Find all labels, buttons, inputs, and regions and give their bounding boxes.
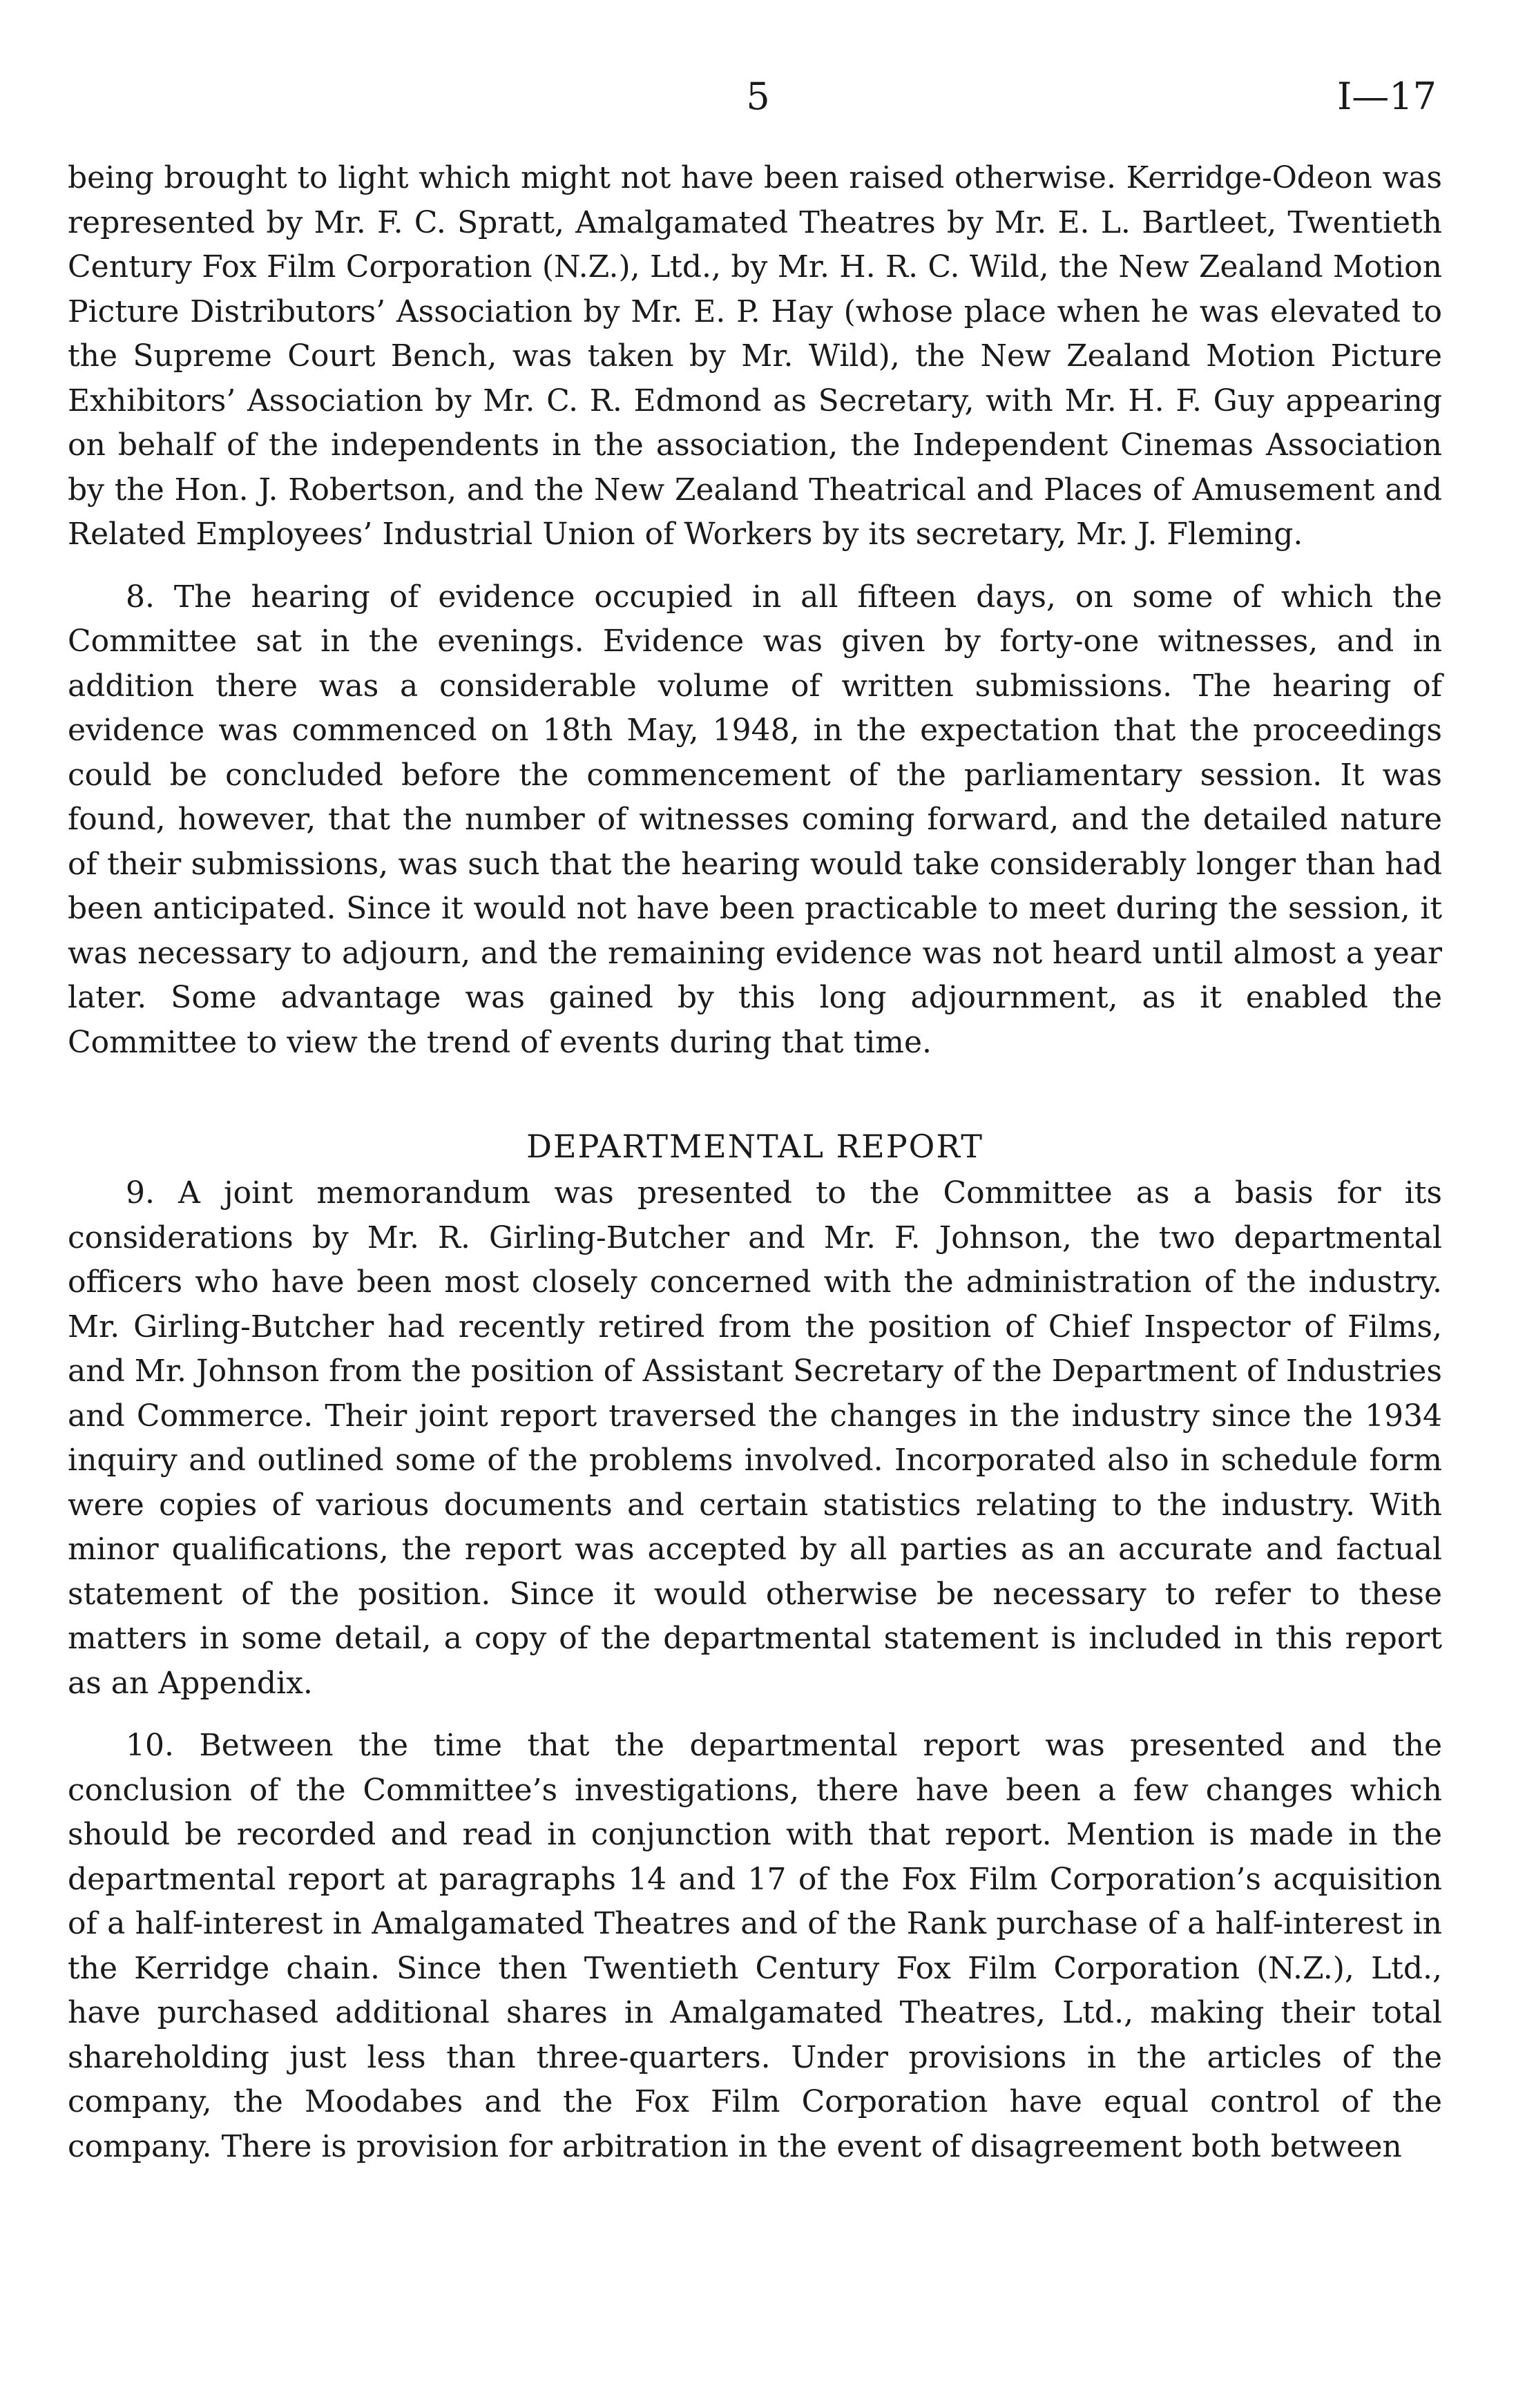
- page-number: 5: [746, 75, 771, 118]
- document-reference: I—17: [1336, 75, 1437, 118]
- paragraph-10: 10. Between the time that the departmental report was presented and the conclusion of the Committee’s investigations, there have been a few changes which should be recorded and read in conjunction with that report. Mention is made in the departmental report at paragraphs 14 and 17 of the Fox Film Corporation’s acquisition of a half-interest in Amalgamated Theatres and of the Rank purchase of a half-interest in the Kerridge chain. Since then Twentieth Century Fox Film Corporation (N.Z.), Ltd., have purchased additional shares in Amalgamated Theatres, Ltd., making their total shareholding just less than three-quarters. Under provisions in the articles of the company, the Moodabes and the Fox Film Corporation have equal control of the company. There is provision for arbitration in the event of disagreement both between: [68, 1728, 1442, 2164]
- paragraph-continued: being brought to light which might not have been raised otherwise. Kerridge-Odeon was represented by Mr. F. C. Spratt, Amalgamated Theatres by Mr. E. L. Bartleet, Twentieth Century Fox Film Corporation (N.Z.), Ltd., by Mr. H. R. C. Wild, the New Zealand Motion Picture Distributors’ Association by Mr. E. P. Hay (whose place when he was elevated to the Supreme Court Bench, was taken by Mr. Wild), the New Zealand Motion Picture Exhibitors’ Association by Mr. C. R. Edmond as Secretary, with Mr. H. F. Guy appearing on behalf of the independents in the association, the Independent Cinemas Association by the Hon. J. Robertson, and the New Zealand Theatrical and Places of Amusement and Related Employees’ Industrial Union of Workers by its secretary, Mr. J. Fleming.: [68, 160, 1442, 552]
- paragraph-8: 8. The hearing of evidence occupied in all fifteen days, on some of which the Committee sat in the evenings. Evidence was given by forty-one witnesses, and in addition there was a considerable volume of written submissions. The hearing of evidence was commenced on 18th May, 1948, in the expectation that the proceedings could be concluded before the commencement of the parliamentary session. It was found, however, that the number of witnesses coming forward, and the detailed nature of their submissions, was such that the hearing would take considerably longer than had been anticipated. Since it would not have been practicable to meet during the session, it was necessary to adjourn, and the remaining evidence was not heard until almost a year later. Some advantage was gained by this long adjournment, as it enabled the Committee to view the trend of events during that time.: [68, 579, 1442, 1060]
- section-heading: DEPARTMENTAL REPORT: [526, 1128, 984, 1165]
- paragraph-9: 9. A joint memorandum was presented to the Committee as a basis for its considerations by Mr. R. Girling-Butcher and Mr. F. Johnson, the two departmental officers who have been most closely concerned with the administration of the industry. Mr. Girling-Butcher had recently retired from the position of Chief Inspector of Films, and Mr. Johnson from the position of Assistant Secretary of the Department of Industries and Commerce. Their joint report traversed the changes in the industry since the 1934 inquiry and outlined some of the problems involved. Incorporated also in schedule form were copies of various documents and certain statistics relating to the industry. With minor qualifications, the report was accepted by all parties as an accurate and factual statement of the position. Since it would otherwise be necessary to refer to these matters in some detail, a copy of the departmental statement is included in this report as an Appendix.: [68, 1175, 1442, 1701]
- body-text: [68, 156, 1442, 2187]
